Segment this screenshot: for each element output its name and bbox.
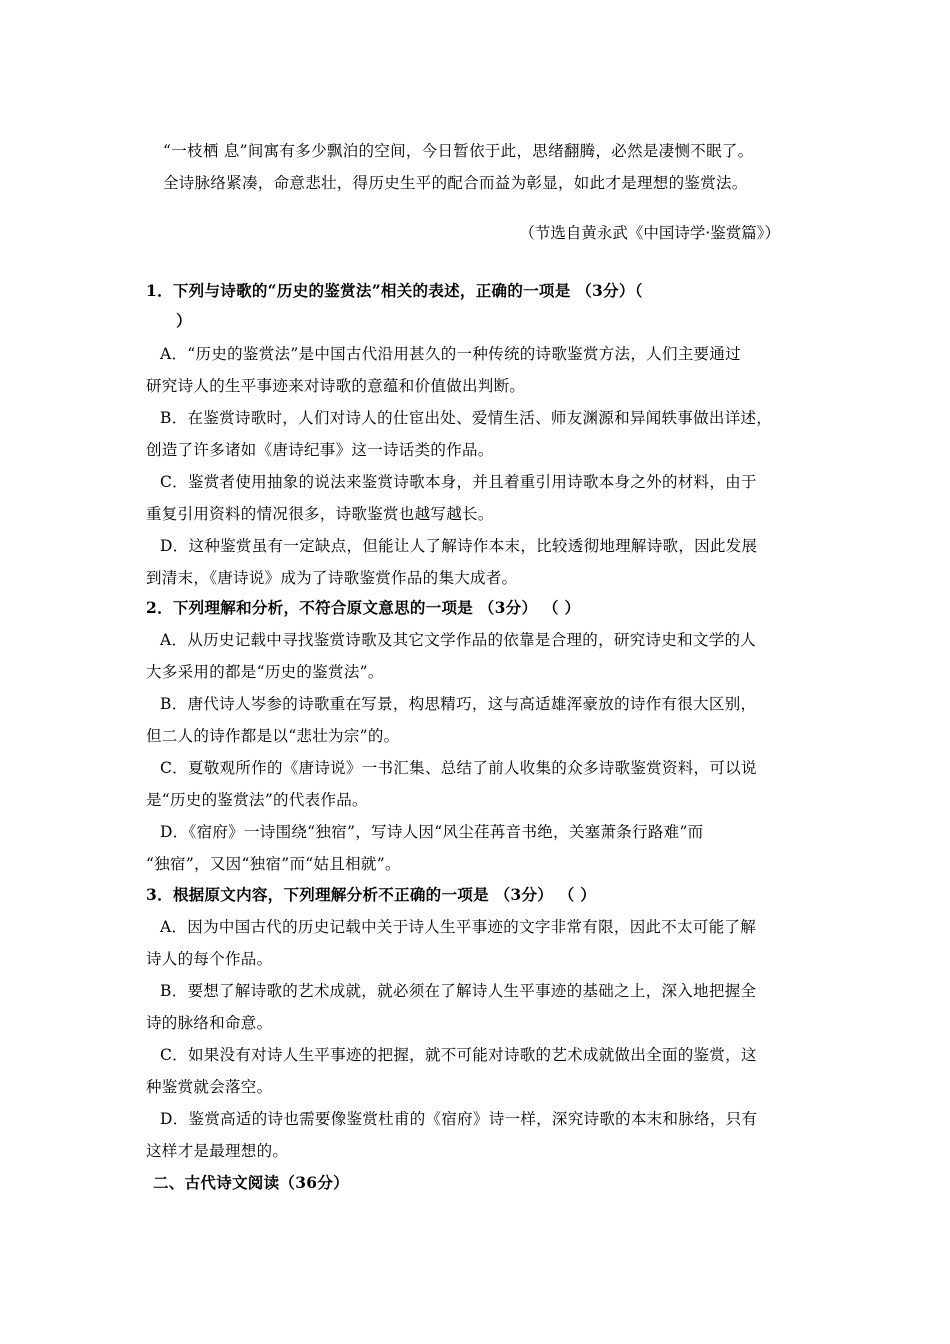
question-2-option-a-cont: 大多采用的都是“历史的鉴赏法”。 [146,663,384,681]
question-1-option-d-cont: 到清末，《唐诗说》成为了诗歌鉴赏作品的集大成者。 [146,569,518,587]
question-1-option-c: C．鉴赏者使用抽象的说法来鉴赏诗歌本身，并且着重引用诗歌本身之外的材料，由于 [160,473,757,491]
question-2-option-c-cont: 是“历史的鉴赏法”的代表作品。 [146,791,368,809]
question-3-option-a-cont: 诗人的每个作品。 [146,950,273,968]
question-3-option-d: D．鉴赏高适的诗也需要像鉴赏杜甫的《宿府》诗一样，深究诗歌的本末和脉络，只有 [160,1110,758,1128]
question-2-option-c: C．夏敬观所作的《唐诗说》一书汇集、总结了前人收集的众多诗歌鉴赏资料，可以说 [160,759,757,777]
question-3-option-a: A．因为中国古代的历史记载中关于诗人生平事迹的文字非常有限，因此不太可能了解 [160,918,757,936]
question-1-option-b-cont: 创造了许多诸如《唐诗纪事》这一诗话类的作品。 [146,441,494,459]
question-2-option-d: D．《宿府》一诗围绕“独宿”，写诗人因“风尘荏苒音书绝，关塞萧条行路难”而 [160,823,704,841]
section-2-heading: 二、古代诗文阅读（36分） [153,1173,349,1192]
question-3-option-c: C．如果没有对诗人生平事迹的把握，就不可能对诗歌的艺术成就做出全面的鉴赏，这 [160,1046,757,1064]
question-3-option-c-cont: 种鉴赏就会落空。 [146,1078,273,1096]
passage-source: （节选自黄永武《中国诗学·鉴赏篇》） [519,224,780,242]
question-3-option-b: B．要想了解诗歌的艺术成就，就必须在了解诗人生平事迹的基础之上，深入地把握全 [160,982,757,1000]
question-1-option-a: A．“历史的鉴赏法”是中国古代沿用甚久的一种传统的诗歌鉴赏方法，人们主要通过 [160,345,741,363]
question-1-stem-end: ） [176,311,192,330]
question-2-option-d-cont: “独宿”，又因“独宿”而“姑且相就”。 [146,855,401,873]
question-3-stem: 3．根据原文内容，下列理解分析不正确的一项是 （3分） （ ） [146,885,597,904]
question-2-option-a: A．从历史记载中寻找鉴赏诗歌及其它文学作品的依靠是合理的，研究诗史和文学的人 [160,631,757,649]
question-1-stem: 1．下列与诗歌的“历史的鉴赏法”相关的表述，正确的一项是 （3分）（ [146,281,643,300]
question-2-stem: 2．下列理解和分析，不符合原文意思的一项是 （3分） （ ） [146,598,581,617]
question-3-option-d-cont: 这样才是最理想的。 [146,1142,289,1160]
question-1-option-c-cont: 重复引用资料的情况很多，诗歌鉴赏也越写越长。 [146,505,494,523]
question-2-option-b-cont: 但二人的诗作都是以“悲壮为宗”的。 [146,727,400,745]
question-2-option-b: B．唐代诗人岑参的诗歌重在写景，构思精巧，这与高适雄浑豪放的诗作有很大区别， [160,695,757,713]
question-1-option-a-cont: 研究诗人的生平事迹来对诗歌的意蕴和价值做出判断。 [146,377,526,395]
passage-line-1: “一枝栖 息”间寓有多少飘泊的空间，今日暂依于此，思绪翻腾，必然是凄恻不眠了。 [163,142,754,160]
passage-line-2: 全诗脉络紧凑，命意悲壮，得历史生平的配合而益为彰显，如此才是理想的鉴赏法。 [163,174,748,192]
question-1-option-b: B．在鉴赏诗歌时，人们对诗人的仕宦出处、爱情生活、师友渊源和异闻轶事做出详述， [160,409,773,427]
question-1-option-d: D．这种鉴赏虽有一定缺点，但能让人了解诗作本末，比较透彻地理解诗歌，因此发展 [160,537,758,555]
question-3-option-b-cont: 诗的脉络和命意。 [146,1014,273,1032]
